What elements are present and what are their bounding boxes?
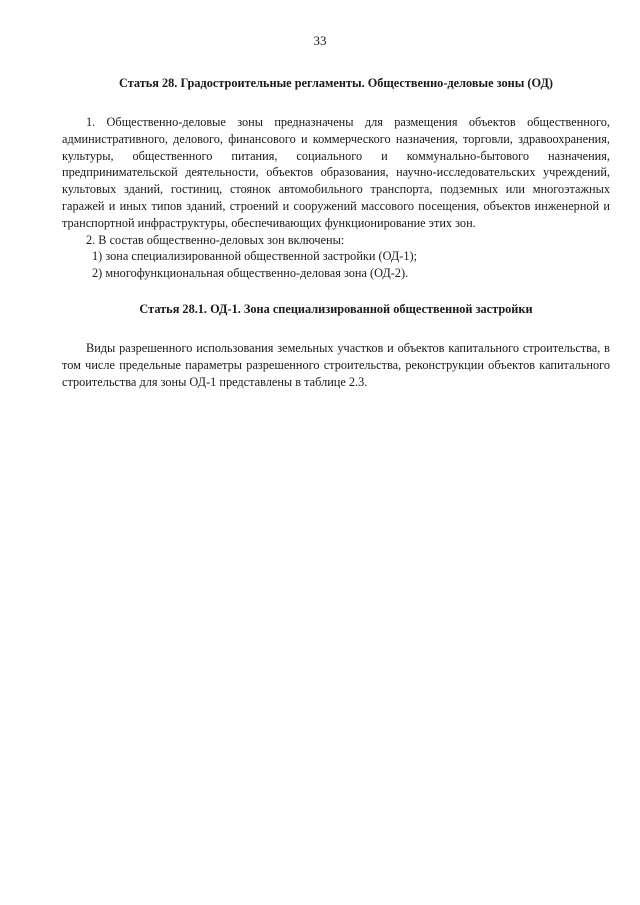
article-28-paragraph-2: 2. В состав общественно-деловых зон включены: (86, 232, 345, 247)
list-item-zone-od2: 2) многофункциональная общественно-деловая зона (ОД-2). (92, 266, 409, 281)
page-number: 33 (313, 33, 327, 48)
list-item-zone-od1: 1) зона специализированной общественной застройки (ОД-1); (92, 249, 418, 264)
article-28-paragraph-1: 1. Общественно-деловые зоны предназначены для размещения объектов общественного, административного, делового, финансового и коммерческого назначения, торговли, здравоохранения, культуры, общественного питания, социального и коммунально-бытового назначения, предпринимательской деятельности, объектов образования, научно-исследовательских учреждений, культовых зданий, гостиниц, стоянок автомобильного транспорта, подземных или многоэтажных гаражей и иных типов зданий, строений и сооружений массового посещения, объектов инженерной и транспортной инфраструктуры, обеспечивающих функционирование этих зон. (62, 115, 610, 230)
article-28-1-title: Статья 28.1. ОД-1. Зона специализированной общественной застройки (139, 301, 533, 316)
article-28-1-paragraph: Виды разрешенного использования земельных участков и объектов капитального строительства, в том числе предельные параметры разрешенного строительства, реконструкции объектов капитального строительства для зоны ОД-1 представлены в таблице 2.3. (62, 340, 610, 389)
document-body (62, 72, 610, 390)
article-28-title: Статья 28. Градостроительные регламенты. Общественно-деловые зоны (ОД) (119, 76, 553, 90)
zones-list (62, 248, 610, 282)
